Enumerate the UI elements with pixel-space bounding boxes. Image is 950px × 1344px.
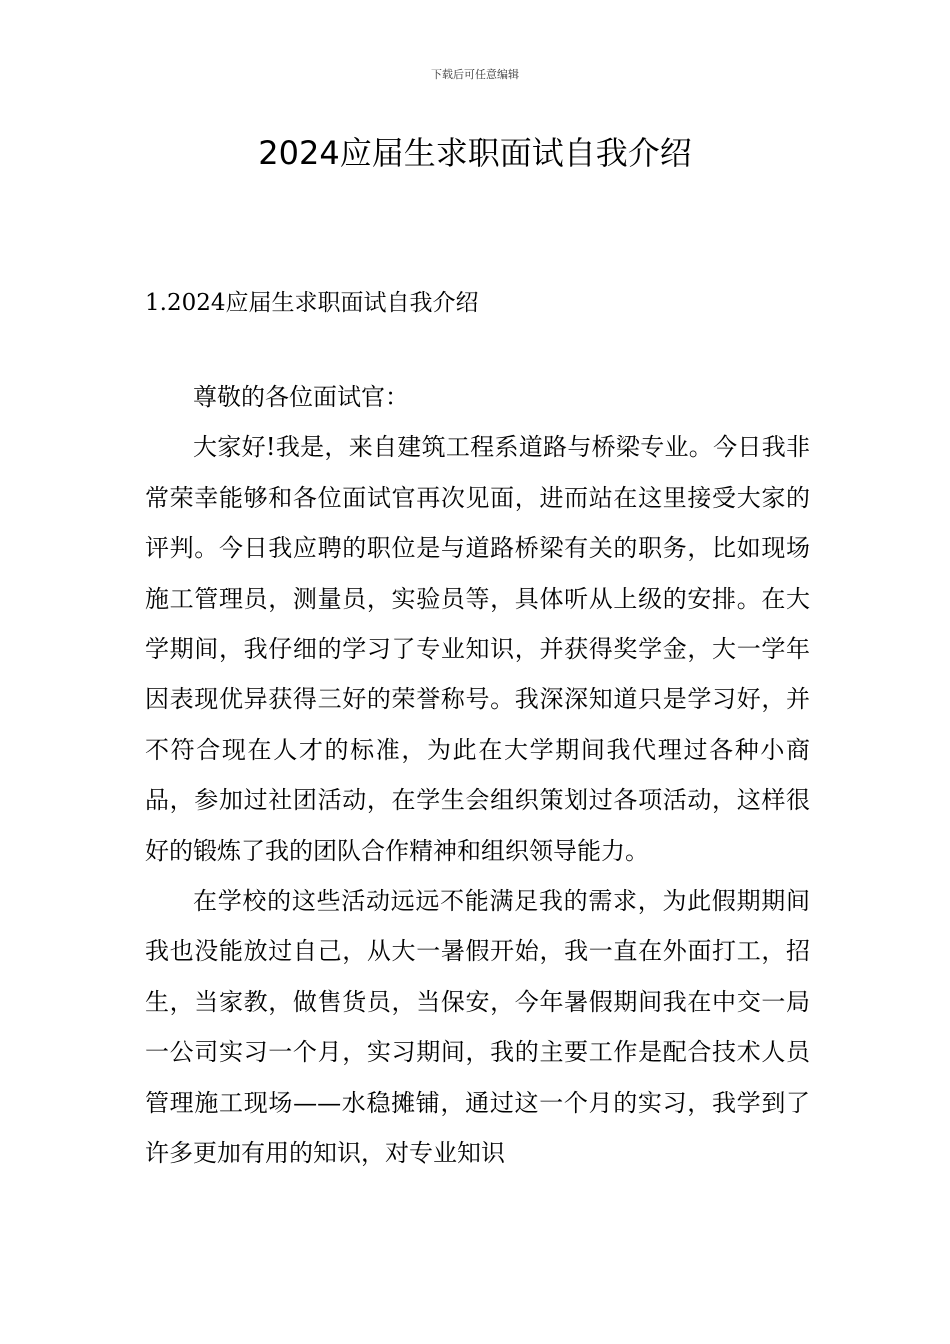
document-body: [145, 372, 810, 1179]
page-header-note: 下载后可任意编辑: [431, 68, 519, 81]
paragraph-introduction: 大家好!我是，来自建筑工程系道路与桥梁专业。今日我非常荣幸能够和各位面试官再次见面，进而站在这里接受大家的评判。今日我应聘的职位是与道路桥梁有关的职务，比如现场施工管理员，测量员，实验员等，具体听从上级的安排。在大学期间，我仔细的学习了专业知识，并获得奖学金，大一学年因表现优异获得三好的荣誉称号。我深深知道只是学习好，并不符合现在人才的标准，为此在大学期间我代理过各种小商品，参加过社团活动，在学生会组织策划过各项活动，这样很好的锻炼了我的团队合作精神和组织领导能力。: [145, 433, 810, 865]
section-heading: 1.2024应届生求职面试自我介绍: [145, 290, 479, 316]
paragraph-greeting: 尊敬的各位面试官：: [193, 383, 409, 411]
paragraph-experience: 在学校的这些活动远远不能满足我的需求，为此假期期间我也没能放过自己，从大一暑假开始，我一直在外面打工，招生，当家教，做售货员，当保安，今年暑假期间我在中交一局一公司实习一个月，实习期间，我的主要工作是配合技术人员管理施工现场——水稳摊铺，通过这一个月的实习，我学到了许多更加有用的知识，对专业知识: [145, 887, 810, 1168]
document-title: 2024应届生求职面试自我介绍: [258, 134, 692, 172]
